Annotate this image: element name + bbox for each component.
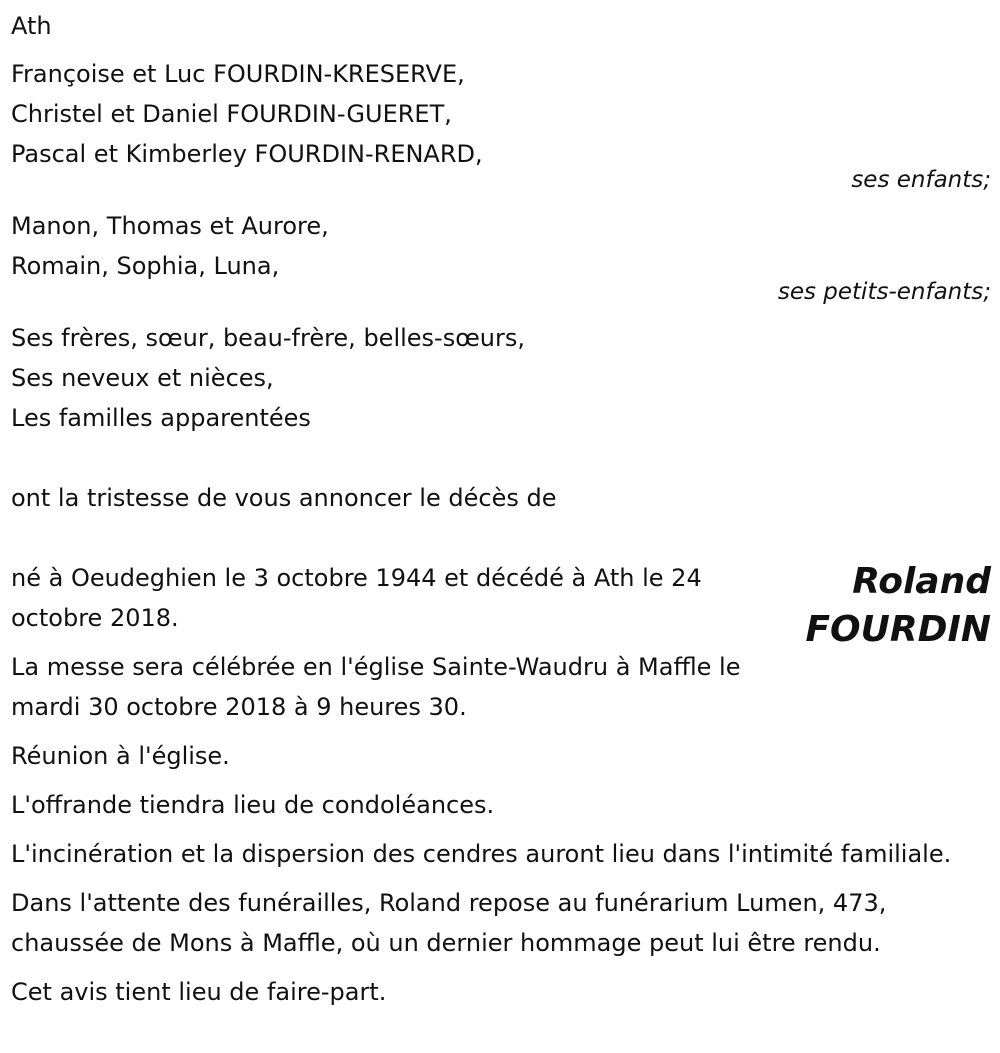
family-line: Ses frères, sœur, beau-frère, belles-sœurs, <box>11 324 525 352</box>
deceased-name <box>805 558 991 654</box>
grandchild-line: Romain, Sophia, Luna, <box>11 252 280 280</box>
mass-details: La messe sera célébrée en l'église Sainte-Waudru à Maffle le mardi 30 octobre 2018 à 9 heures 30. <box>11 653 741 721</box>
child-line: Françoise et Luc FOURDIN-KRESERVE, <box>11 60 465 88</box>
family-block <box>11 318 991 438</box>
funerarium-details: Dans l'attente des funérailles, Roland repose au funérarium Lumen, 473, chaussée de Mons à Maffle, où un dernier hommage peut lui être rendu. <box>11 889 887 957</box>
child-line: Christel et Daniel FOURDIN-GUERET, <box>11 100 452 128</box>
obituary-notice <box>11 6 991 1012</box>
meeting-details: Réunion à l'église. <box>11 742 230 770</box>
children-block <box>11 54 991 192</box>
location-text: Ath <box>11 12 52 40</box>
announcement <box>11 478 991 518</box>
location <box>11 6 991 46</box>
cremation-details: L'incinération et la dispersion des cendres auront lieu dans l'intimité familiale. <box>11 840 952 868</box>
closing-note: Cet avis tient lieu de faire-part. <box>11 978 387 1006</box>
details-block <box>11 647 991 1012</box>
announcement-text: ont la tristesse de vous annoncer le décès de <box>11 484 557 512</box>
deceased-section <box>11 558 991 650</box>
child-line: Pascal et Kimberley FOURDIN-RENARD, <box>11 140 483 168</box>
offering-details: L'offrande tiendra lieu de condoléances. <box>11 791 495 819</box>
deceased-last-name: FOURDIN <box>805 609 991 650</box>
deceased-first-name: Roland <box>852 561 991 602</box>
grandchild-line: Manon, Thomas et Aurore, <box>11 212 329 240</box>
grandchildren-role: ses petits-enfants; <box>777 279 991 305</box>
grandchildren-block <box>11 206 991 304</box>
family-line: Ses neveux et nièces, <box>11 364 274 392</box>
children-role: ses enfants; <box>851 167 991 193</box>
birth-death-text: né à Oeudeghien le 3 octobre 1944 et décédé à Ath le 24 octobre 2018. <box>11 564 702 632</box>
family-line: Les familles apparentées <box>11 404 311 432</box>
